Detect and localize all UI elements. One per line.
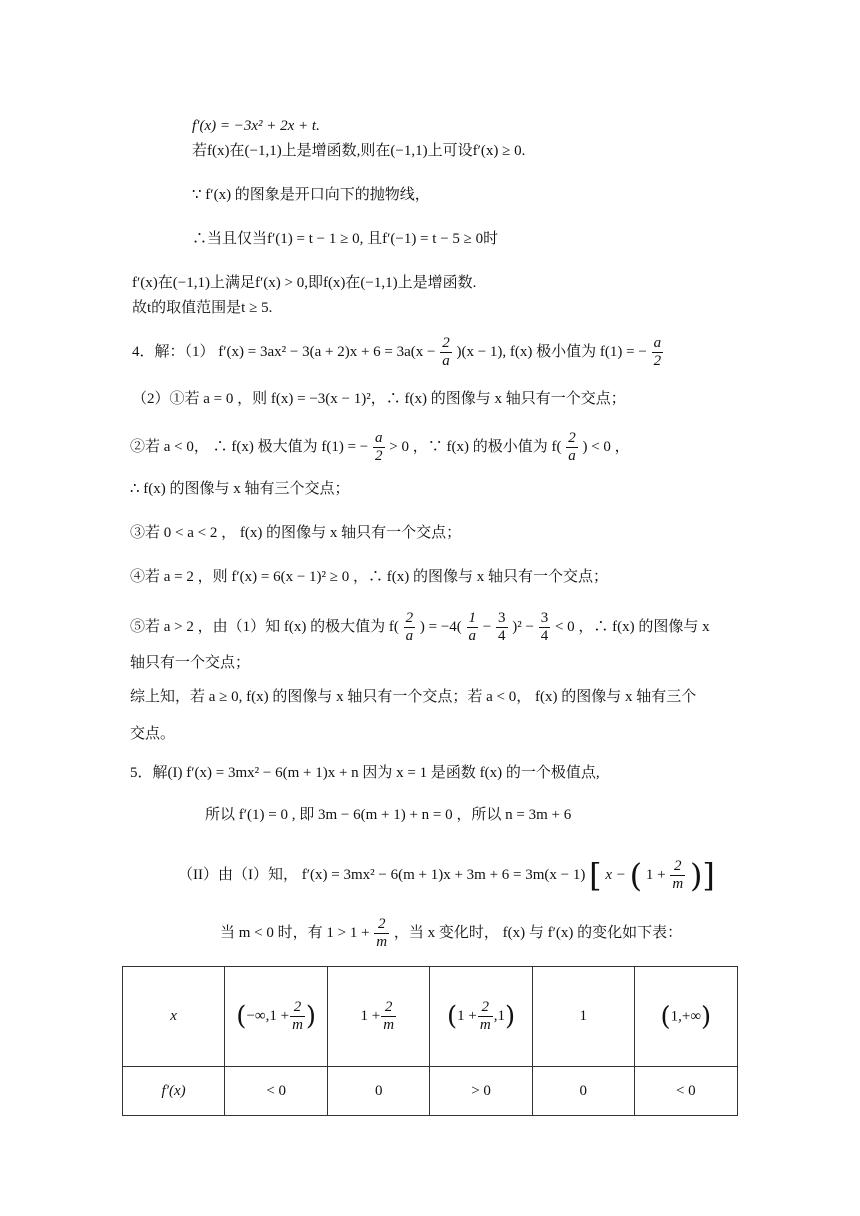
problem-4-case-5-end: 轴只有一个交点； bbox=[130, 655, 251, 671]
table-cell-sign: < 0 bbox=[225, 1067, 328, 1116]
problem-5-part-2: （II）由（I）知， f′(x) = 3mx² − 6(m + 1)x + 3m + 6 = 3m(x − 1) [ x − ( 1 + $\frac{2}{m}$ )] bbox=[178, 856, 715, 895]
problem-5-part-1: 5．解(I) f′(x) = 3mx² − 6(m + 1)x + n 因为 x = 1 是函数 f(x) 的一个极值点, bbox=[130, 765, 600, 781]
line-satisfies: f′(x)在(−1,1)上满足f′(x) > 0,即f(x)在(−1,1)上是增函数. bbox=[132, 275, 477, 291]
problem-4-case-1: （2）①若 a = 0 ，则 f(x) = −3(x − 1)²，∴ f(x) 的图像与 x 轴只有一个交点； bbox=[132, 391, 626, 407]
text: 4．解：（1） f′(x) = 3ax² − 3(a + 2)x + 6 = 3a(x − bbox=[132, 343, 436, 360]
table-cell-point-1: 1 + $\frac{2}{m}$ bbox=[328, 967, 430, 1067]
variation-table bbox=[122, 966, 738, 1116]
fraction-3-over-4: $\frac{3}{4}$ bbox=[540, 610, 549, 644]
table-cell-sign: < 0 bbox=[634, 1067, 737, 1116]
table-header-x: x bbox=[123, 967, 225, 1067]
table-cell-interval-2: (1 + $\frac{2}{m}$ ,1) bbox=[430, 967, 532, 1067]
fraction-1-over-a: $\frac{1}{a}$ bbox=[468, 610, 477, 644]
table-row-label-derivative: f′(x) bbox=[123, 1067, 225, 1116]
line-derivative: f′(x) = −3x² + 2x + t. bbox=[192, 118, 320, 134]
problem-4-summary: 综上知，若 a ≥ 0, f(x) 的图像与 x 轴只有一个交点；若 a < 0， f(x) 的图像与 x 轴有三个 bbox=[130, 689, 697, 705]
problem-5-n-value: 所以 f′(1) = 0 , 即 3m − 6(m + 1) + n = 0 ，所以 n = 3m + 6 bbox=[205, 807, 572, 823]
fraction-a-over-2: $\frac{a}{2}$ bbox=[375, 430, 383, 464]
fraction-2-over-a: $\frac{2}{a}$ bbox=[568, 430, 576, 464]
problem-4-case-2: ②若 a < 0， ∴ f(x) 极大值为 f(1) = − $\frac{a}{2}$ > 0 ，∵ f(x) 的极小值为 f( $\frac{2}{a}$ ) < 0 ， bbox=[130, 430, 630, 464]
table-cell-sign: 0 bbox=[532, 1067, 634, 1116]
fraction-3-over-4: $\frac{3}{4}$ bbox=[498, 610, 506, 644]
text: )(x − 1), f(x) 极小值为 f(1) = − bbox=[456, 343, 647, 360]
table-cell-point-2: 1 bbox=[532, 967, 634, 1067]
problem-4-case-5: ⑤若 a > 2 ，由（1）知 f(x) 的极大值为 f( $\frac{2}{a}$ ) = −4( $\frac{1}{a}$ − $\frac{3}{4}$ )² − $\frac{3}{4}$ < 0 ，∴ f(x) 的图像与 x bbox=[130, 610, 710, 644]
problem-4-case-3: ③若 0 < a < 2 ， f(x) 的图像与 x 轴只有一个交点； bbox=[130, 525, 462, 541]
problem-4-case-2-conclusion: ∴ f(x) 的图像与 x 轴有三个交点； bbox=[130, 481, 350, 497]
problem-5-table-intro: 当 m < 0 时，有 1 > 1 + $\frac{2}{m}$ ，当 x 变化时， f(x) 与 f′(x) 的变化如下表： bbox=[220, 916, 683, 950]
fraction-2-over-a: $\frac{2}{a}$ bbox=[405, 610, 414, 644]
table-cell-sign: 0 bbox=[328, 1067, 430, 1116]
problem-4-case-4: ④若 a = 2 ，则 f′(x) = 6(x − 1)² ≥ 0 ，∴ f(x) 的图像与 x 轴只有一个交点； bbox=[130, 569, 609, 585]
problem-4-summary-end: 交点。 bbox=[130, 726, 176, 742]
fraction-2-over-m: $\frac{2}{m}$ bbox=[376, 916, 388, 950]
fraction-a-over-2: $\frac{a}{2}$ bbox=[653, 335, 662, 369]
problem-4-part-1 bbox=[132, 335, 664, 370]
line-increasing-condition: 若f(x)在(−1,1)上是增函数,则在(−1,1)上可设f′(x) ≥ 0. bbox=[192, 143, 526, 159]
fraction-2-over-m: $\frac{2}{m}$ bbox=[672, 858, 684, 892]
table-cell-interval-1: (−∞,1 + $\frac{2}{m}$ ) bbox=[225, 967, 328, 1067]
line-parabola: ∵ f′(x) 的图象是开口向下的抛物线， bbox=[192, 187, 430, 203]
fraction-2-over-a: $\frac{2}{a}$ bbox=[442, 335, 450, 369]
line-range-of-t: 故t的取值范围是t ≥ 5. bbox=[132, 300, 273, 316]
table-cell-sign: > 0 bbox=[430, 1067, 532, 1116]
line-iff-condition: ∴当且仅当f′(1) = t − 1 ≥ 0, 且f′(−1) = t − 5 ≥ 0时 bbox=[192, 231, 499, 247]
table-cell-interval-3: (1,+∞) bbox=[634, 967, 737, 1067]
